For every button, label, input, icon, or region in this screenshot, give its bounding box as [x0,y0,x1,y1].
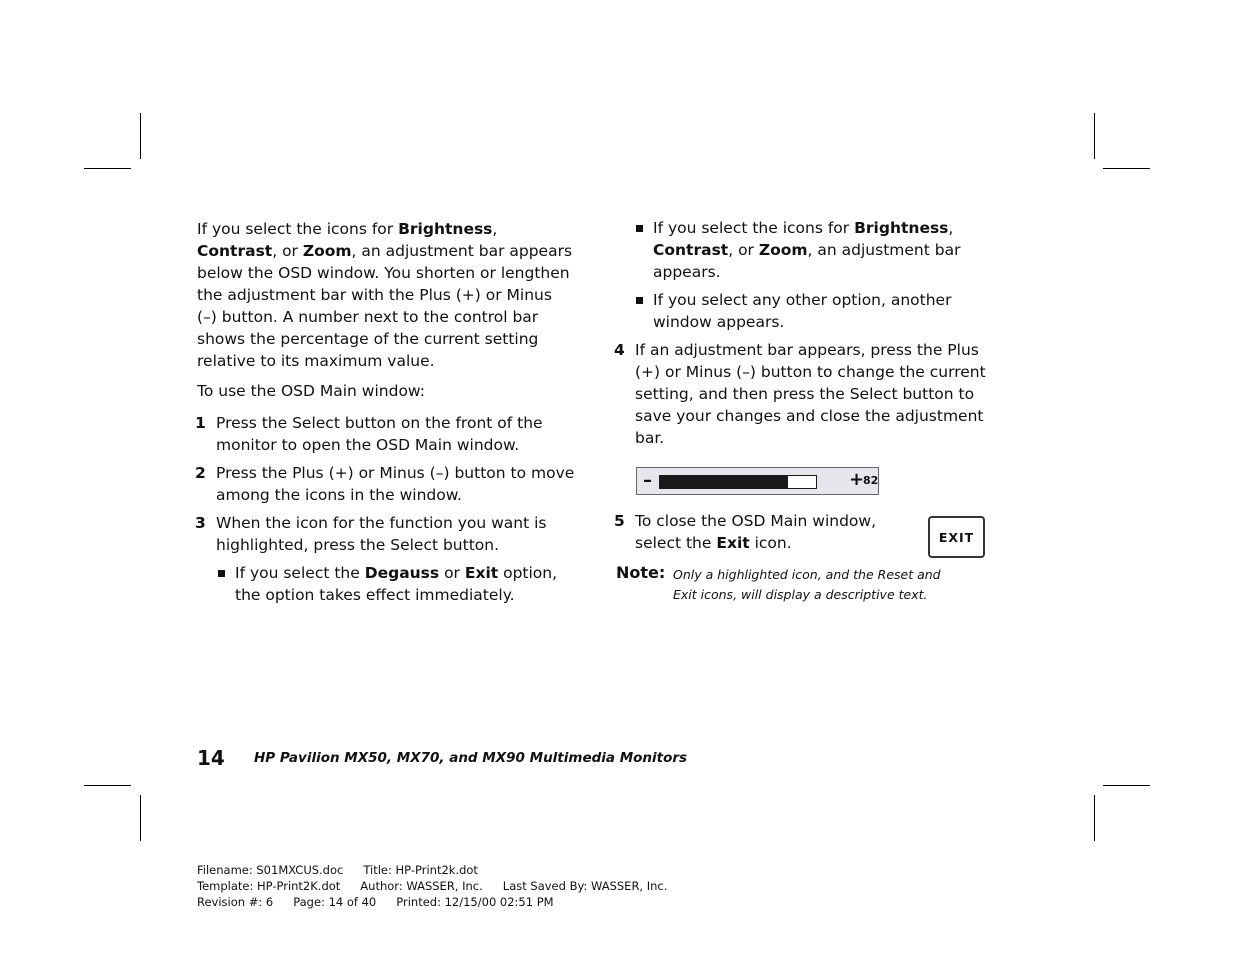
intro-paragraph: If you select the icons for Brightness, Contrast, or Zoom, an adjustment bar appears below the OSD window. You shorten or lengthen the adjustment bar with the Plus (+) or Minus (–) button. A number next to the control bar shows the percentage of the current setting relative to its maximum value. [197,220,573,370]
crop-mark [1094,795,1095,841]
page-number: 14 [197,746,225,770]
crop-mark [1094,113,1095,159]
file-info-line: Filename: S01MXCUS.doc Title: HP-Print2k.dot [197,863,478,877]
bullet-other-option: If you select any other option, another window appears. [634,289,994,333]
bullet-square-icon [636,297,643,304]
crop-mark [140,795,141,841]
running-title: HP Pavilion MX50, MX70, and MX90 Multimedia Monitors [254,750,688,766]
file-info-line: Template: HP-Print2K.dot Author: WASSER, Inc. Last Saved By: WASSER, Inc. [197,879,668,893]
adjustment-bar [636,467,879,495]
adjustment-remaining [788,476,816,488]
adjustment-value: 82 [863,474,879,487]
step-4: 4 If an adjustment bar appears, press the Plus (+) or Minus (–) button to change the current setting, and then press the Select button to save your changes and close the adjustment bar. [614,341,986,447]
step-3: 3 When the icon for the function you want is highlighted, press the Select button. [195,514,547,554]
note-text: Only a highlighted icon, and the Reset and Exit icons, will display a descriptive text. [673,567,941,602]
adjustment-track [659,475,817,489]
step-2: 2 Press the Plus (+) or Minus (–) button to move among the icons in the window. [195,464,575,504]
crop-mark [140,113,141,159]
crop-mark [84,168,131,169]
bullet-adjustment-bar: If you select the icons for Brightness, Contrast, or Zoom, an adjustment bar appears. [634,217,994,283]
crop-mark [84,785,131,786]
step-5: 5 To close the OSD Main window, select the Exit icon. [614,512,877,552]
minus-icon: – [643,470,652,491]
plus-icon: + [849,469,865,490]
right-column [614,217,994,449]
file-info [197,862,687,910]
crop-mark [1103,785,1150,786]
bullet-square-icon [218,570,225,577]
note-label: Note: [616,563,666,582]
use-heading: To use the OSD Main window: [197,382,425,400]
step-1: 1 Press the Select button on the front of the monitor to open the OSD Main window. [195,414,543,454]
left-column [197,218,575,606]
bullet-degauss-exit: If you select the Degauss or Exit option, the option takes effect immediately. [216,562,575,606]
exit-icon: EXIT [928,516,985,558]
file-info-line: Revision #: 6 Page: 14 of 40 Printed: 12/15/00 02:51 PM [197,895,554,909]
crop-mark [1103,168,1150,169]
bullet-square-icon [636,225,643,232]
